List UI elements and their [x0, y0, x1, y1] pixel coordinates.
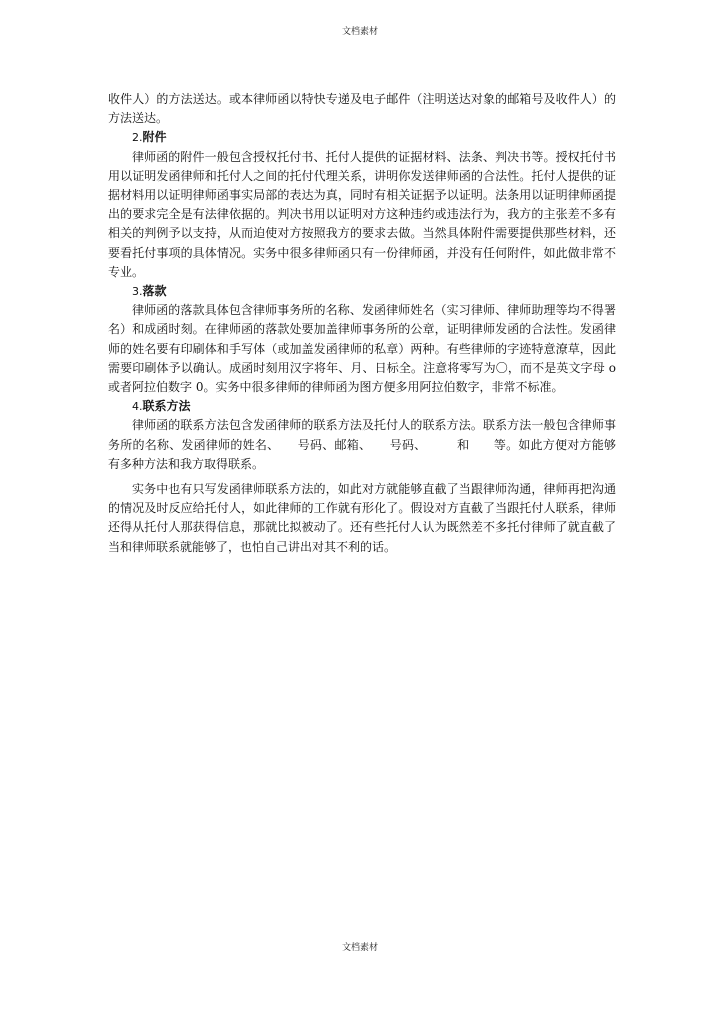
paragraph-contact: 律师函的联系方法包含发函律师的联系方法及托付人的联系方法。联系方法一般包含律师事务所的名称、发函律师的姓名、 号码、邮箱、 号码、 和 等。如此方便对方能够有多种方法和我方取得联系。	[108, 418, 616, 471]
section-heading-attachments	[108, 128, 616, 147]
section-title: 联系方法	[142, 399, 191, 414]
section-heading-signature	[108, 282, 616, 301]
section-number: 4.	[132, 400, 143, 414]
section-number: 3.	[132, 285, 143, 299]
section-title: 落款	[142, 284, 167, 299]
section-heading-contact	[108, 397, 616, 416]
page-footer: 文档素材	[341, 943, 378, 953]
intro-paragraph: 收件人）的方法送达。或本律师函以特快专递及电子邮件（注明送达对象的邮箱号及收件人）的方法送达。	[108, 92, 616, 126]
paragraph-contact-practice: 实务中也有只写发函律师联系方法的，如此对方就能够直截了当跟律师沟通，律师再把沟通的情况及时反应给托付人，如此律师的工作就有形化了。假设对方直截了当跟托付人联系，律师还得从托付人那获得信息，那就比拟被动了。还有些托付人认为既然差不多托付律师了就直截了当和律师联系就能够了，也怕自己讲出对其不利的话。	[108, 482, 616, 554]
paragraph-signature: 律师函的落款具体包含律师事务所的名称、发函律师姓名（实习律师、律师助理等均不得署名）和成函时刻。在律师函的落款处要加盖律师事务所的公章，证明律师发函的合法性。发函律师的姓名要有印刷体和手写体（或加盖发函律师的私章）两种。有些律师的字迹特意潦草，因此需要印刷体予以确认。成函时刻用汉字将年、月、日标全。注意将零写为〇，而不是英文字母 o 或者阿拉伯数字 0。实务中很多律师的律师函为图方便多用阿拉伯数字，非常不标准。	[108, 303, 616, 395]
section-number: 2.	[132, 131, 143, 145]
page-header: 文档素材	[341, 27, 378, 37]
document-body	[108, 90, 616, 557]
paragraph-attachments: 律师函的附件一般包含授权托付书、托付人提供的证据材料、法条、判决书等。授权托付书用以证明发函律师和托付人之间的托付代理关系，讲明你发送律师函的合法性。托付人提供的证据材料用以证明律师函事实局部的表达为真，同时有相关证据予以证明。法条用以证明律师函提出的要求完全是有法律依据的。判决书用以证明对方这种违约或违法行为，我方的主张差不多有相关的判例予以支持，从而迫使对方按照我方的要求去做。当然具体附件需要提供那些材料，还要看托付事项的具体情况。实务中很多律师函只有一份律师函，并没有任何附件，如此做非常不专业。	[108, 149, 616, 279]
section-title: 附件	[142, 130, 167, 145]
